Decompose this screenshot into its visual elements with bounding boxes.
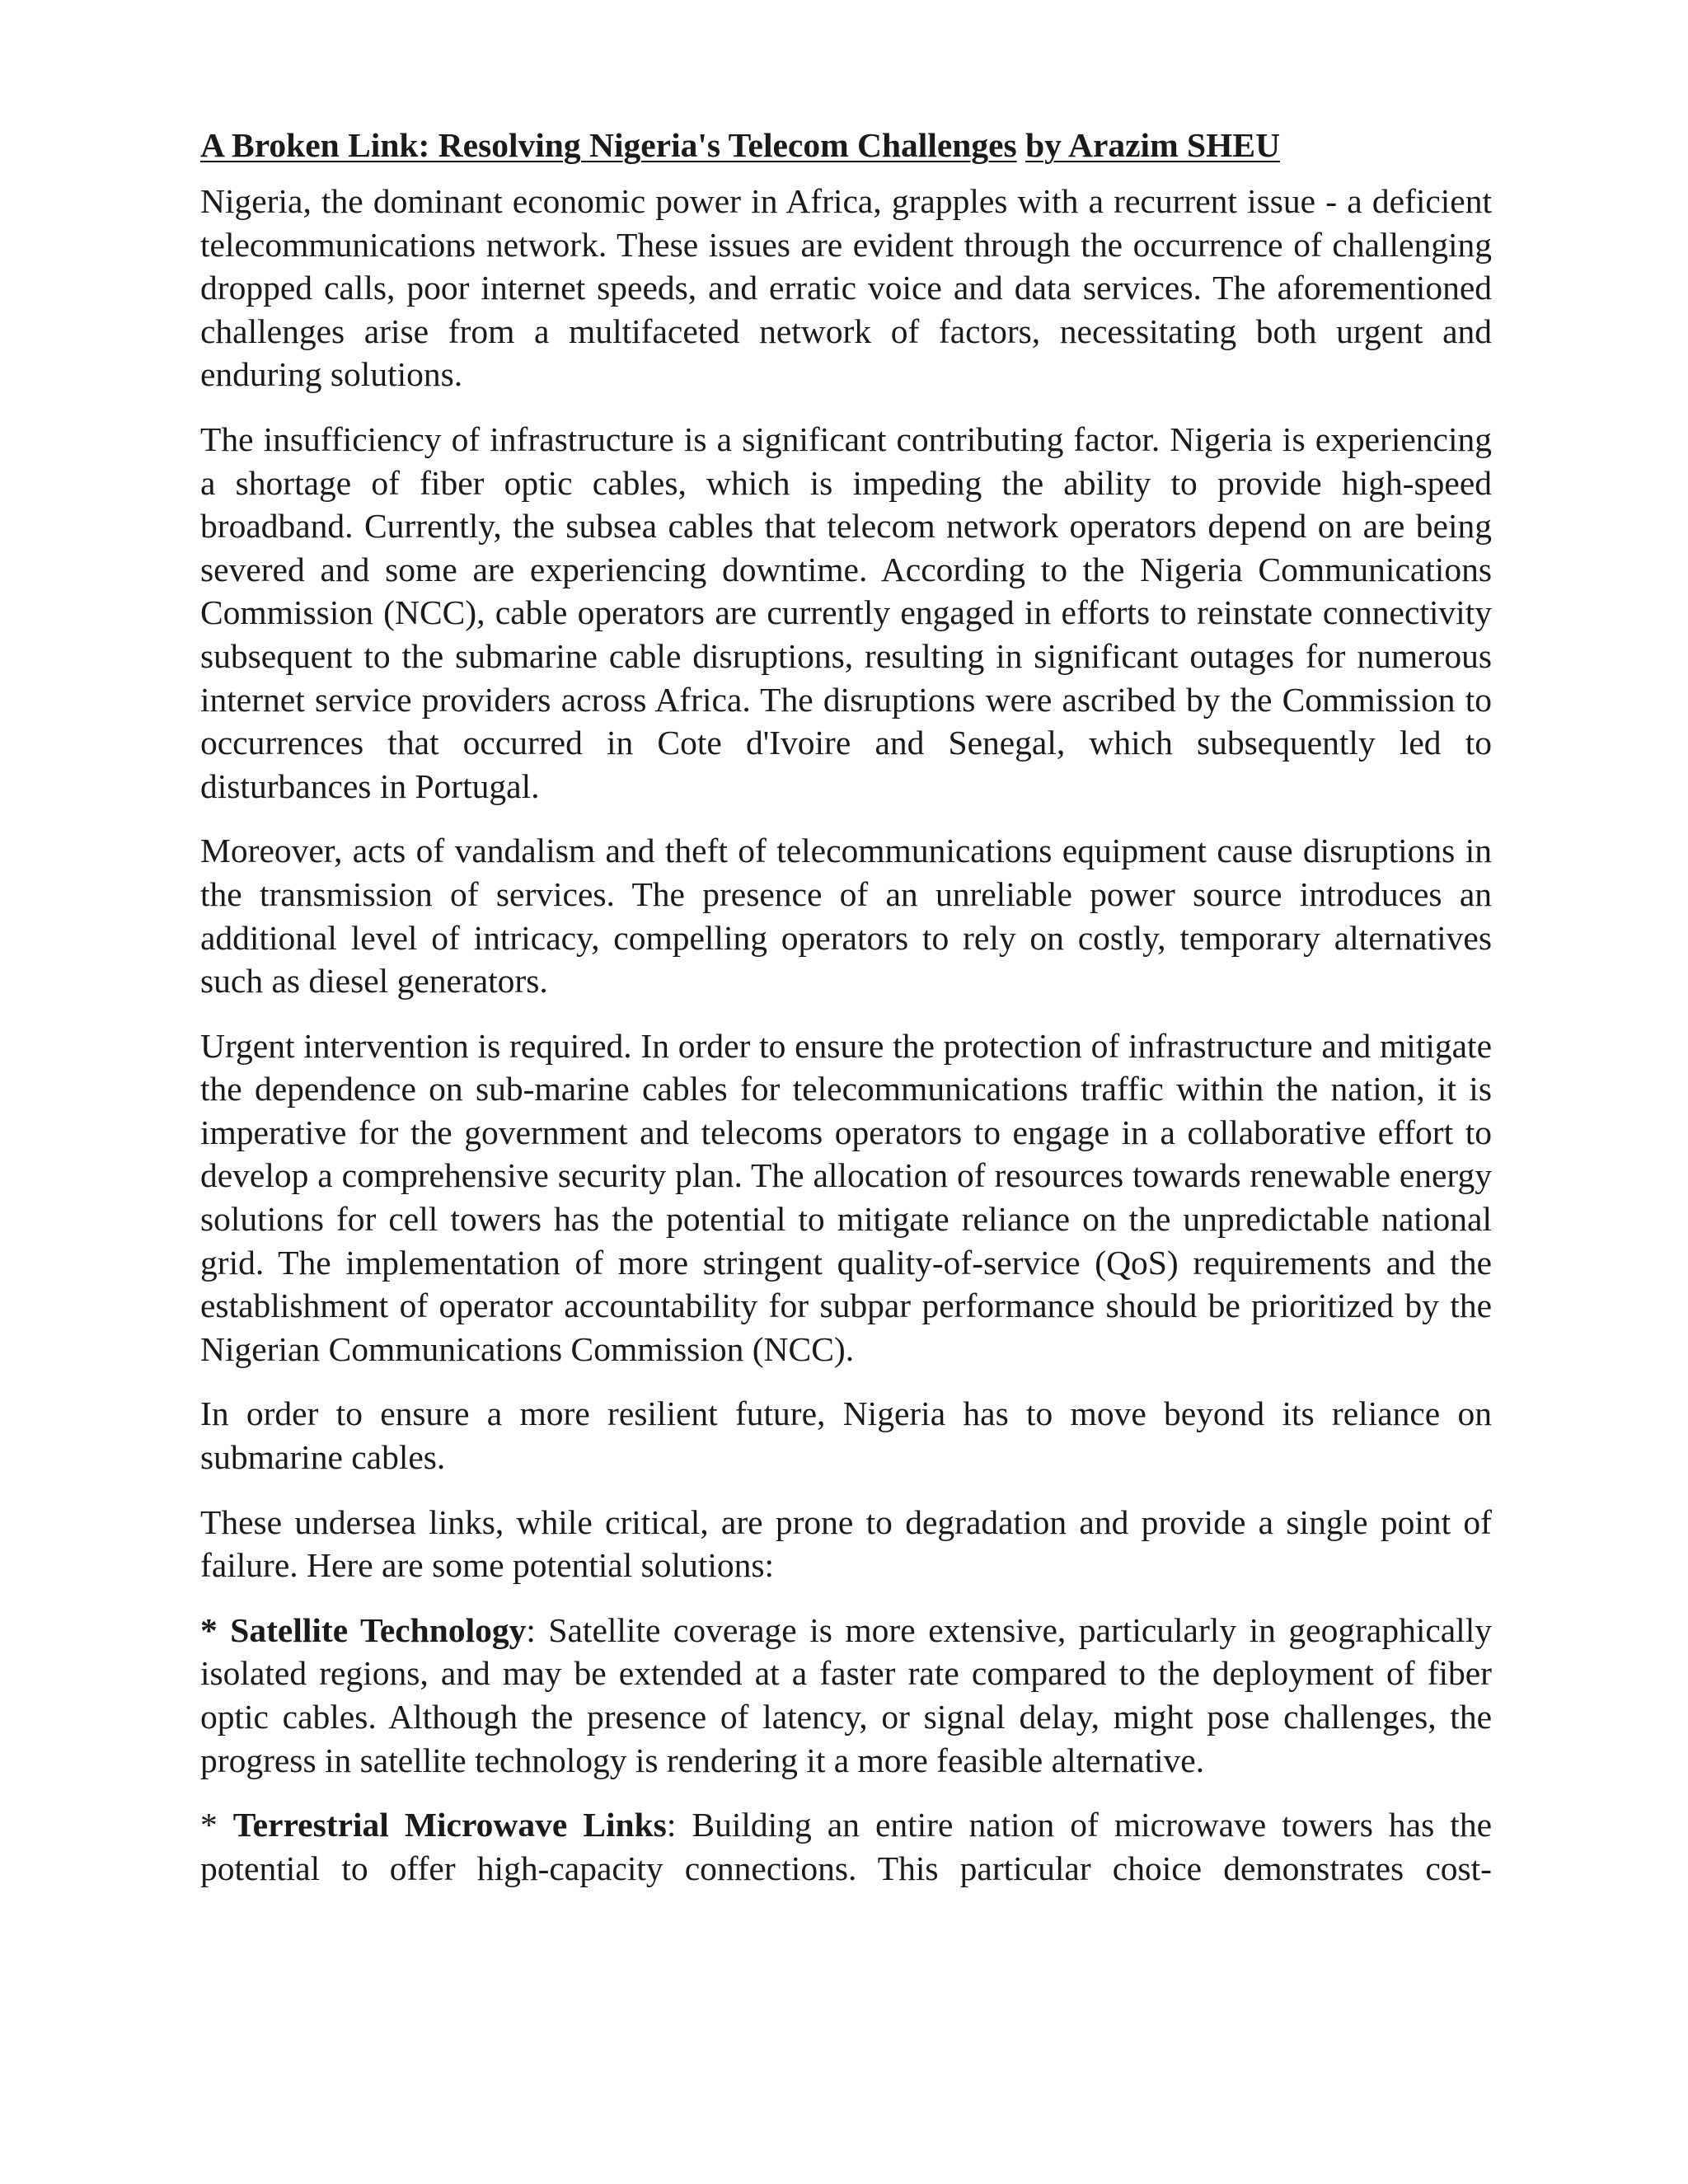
title-text: A Broken Link: Resolving Nigeria's Telecom Challenges (200, 126, 1017, 164)
solution-microwave (200, 1803, 1492, 1890)
paragraph-vandalism: Moreover, acts of vandalism and theft of telecommunications equipment cause disruptions in the transmission of services. The presence of an unreliable power source introduces an additional level of intricacy, compelling operators to rely on costly, temporary alternatives such as diesel generators. (200, 832, 1492, 1001)
paragraph-resilient-future: In order to ensure a more resilient future, Nigeria has to move beyond its reliance on submarine cables. (200, 1394, 1492, 1477)
paragraph-intro: Nigeria, the dominant economic power in Africa, grapples with a recurrent issue - a deficient telecommunications network. These issues are evident through the occurrence of challenging dropped calls, poor internet speeds, and erratic voice and data services. The aforementioned challenges arise from a multifaceted network of factors, necessitating both urgent and enduring solutions. (200, 182, 1492, 394)
solution-satellite-heading: * Satellite Technology (200, 1610, 527, 1649)
solution-microwave-heading: Terrestrial Microwave Links (232, 1806, 667, 1844)
solution-microwave-marker: * (200, 1806, 233, 1844)
article-title (200, 124, 1492, 166)
paragraph-undersea-links: These undersea links, while critical, are prone to degradation and provide a single point of failure. Here are some potential solutions: (200, 1502, 1492, 1585)
paragraph-infrastructure: The insufficiency of infrastructure is a significant contributing factor. Nigeria is experiencing a shortage of fiber optic cables, which is impeding the ability to provide high-speed broadband. Currently, the subsea cables that telecom network operators depend on are being severed and some are experiencing downtime. According to the Nigeria Communications Commission (NCC), cable operators are currently engaged in efforts to reinstate connectivity subsequent to the submarine cable disruptions, resulting in significant outages for numerous internet service providers across Africa. The disruptions were ascribed by the Commission to occurrences that occurred in Cote d'Ivoire and Senegal, which subsequently led to disturbances in Portugal. (200, 419, 1492, 805)
solution-satellite (200, 1609, 1492, 1782)
article-body (200, 124, 1492, 1911)
solution-satellite-text: : Satellite coverage is more extensive, particularly in geographically isolated regions, and may be extended at a faster rate compared to the deployment of fiber optic cables. Although the presence of latency, or signal delay, might pose challenges, the progress in satellite technology is rendering it a more feasible alternative. (200, 1610, 1492, 1779)
solution-microwave-text: : Building an entire nation of microwave towers has the potential to offer high-capacity connections. This particular choice demonstrates cost- (200, 1806, 1492, 1887)
paragraph-intervention: Urgent intervention is required. In order to ensure the protection of infrastructure and mitigate the dependence on sub-marine cables for telecommunications traffic within the nation, it is imperative for the government and telecoms operators to engage in a collaborative effort to develop a comprehensive security plan. The allocation of resources towards renewable energy solutions for cell towers has the potential to mitigate reliance on the unpredictable national grid. The implementation of more stringent quality-of-service (QoS) requirements and the establishment of operator accountability for subpar performance should be prioritized by the Nigerian Communications Commission (NCC). (200, 1026, 1492, 1368)
author-byline: by Arazim SHEU (1025, 126, 1281, 164)
